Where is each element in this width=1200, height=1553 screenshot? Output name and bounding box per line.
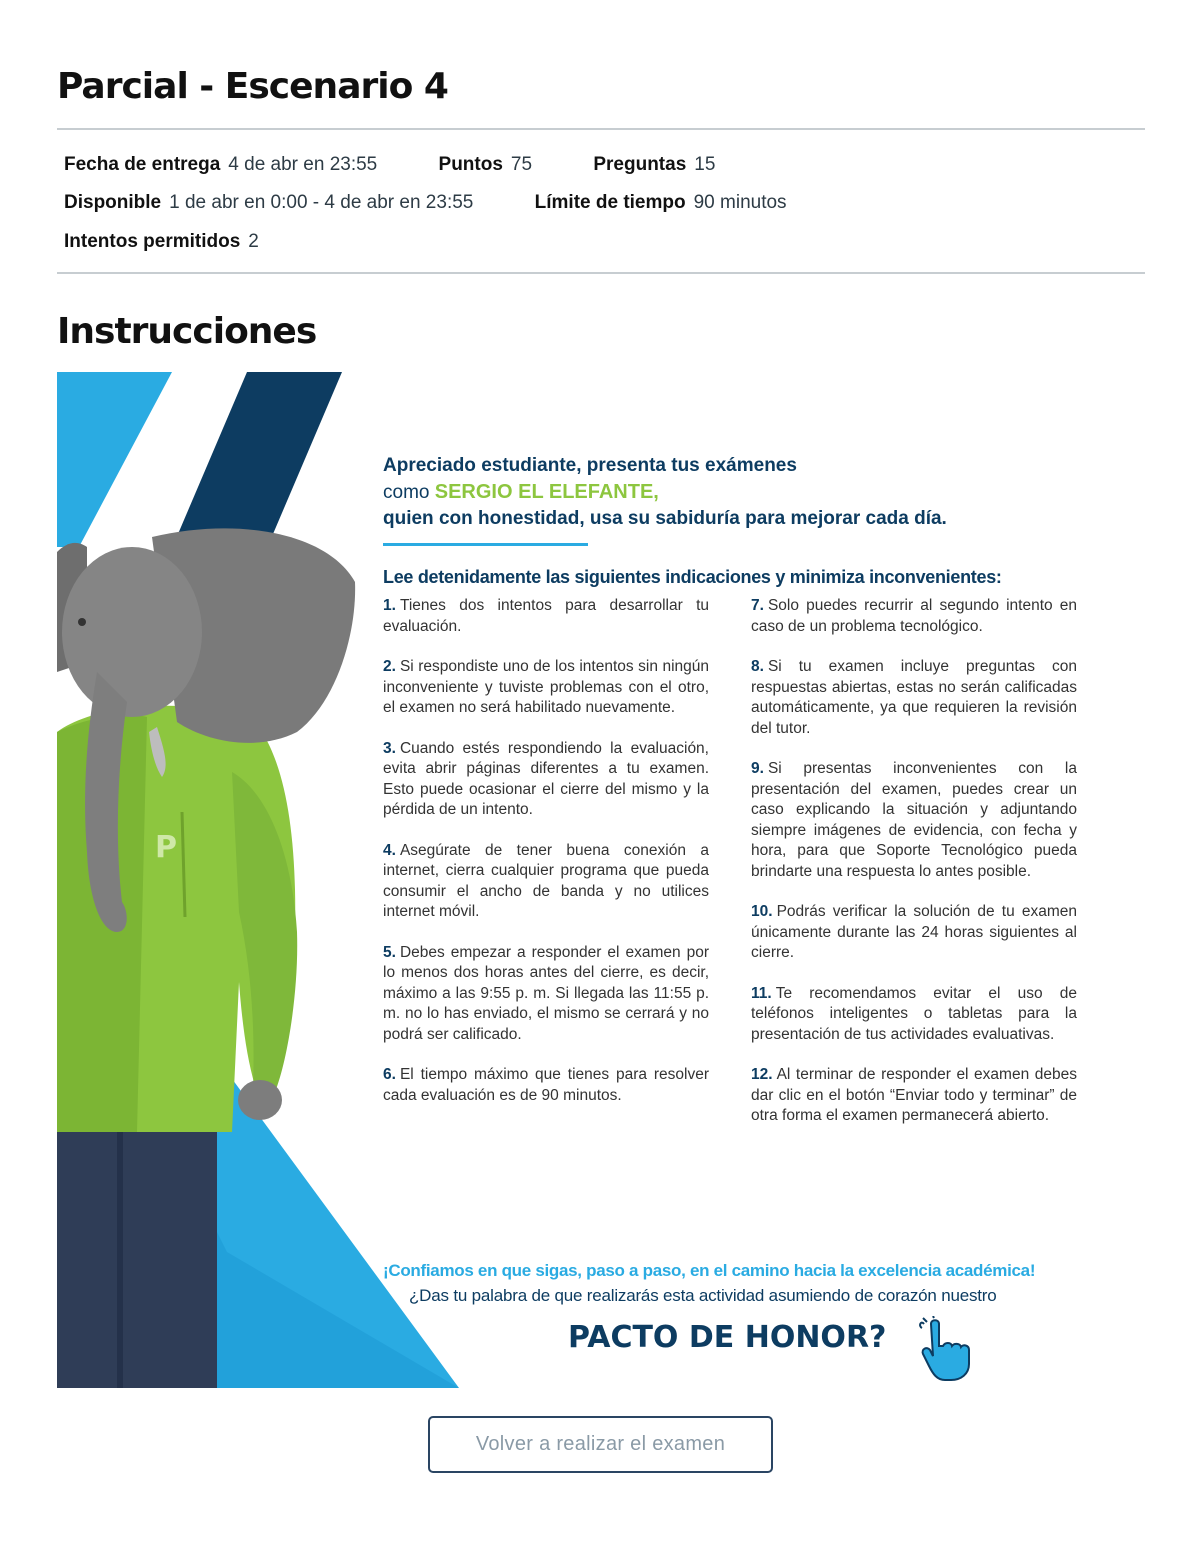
instructions-column-left xyxy=(383,596,709,1126)
meta-row-2 xyxy=(64,192,787,214)
instruction-number: 8. xyxy=(751,658,764,675)
instruction-number: 1. xyxy=(383,597,396,614)
instruction-item xyxy=(751,1065,1077,1127)
intro-pre: como xyxy=(383,482,430,503)
instruction-item xyxy=(383,1065,709,1106)
available xyxy=(64,192,473,214)
instructions-banner xyxy=(57,372,1102,1388)
available-label: Disponible xyxy=(64,192,162,213)
closing-line-1: ¡Confiamos en que sigas, paso a paso, en el camino hacia la excelencia académica! xyxy=(383,1261,1036,1280)
instruction-number: 6. xyxy=(383,1066,396,1083)
time-limit-value: 90 minutos xyxy=(693,192,787,213)
time-limit xyxy=(535,192,787,214)
divider xyxy=(57,272,1145,274)
instructions-title: Instrucciones xyxy=(57,311,317,352)
instruction-number: 12. xyxy=(751,1066,773,1083)
instruction-item xyxy=(383,739,709,821)
instruction-item xyxy=(383,596,709,637)
intro-line-1: Apreciado estudiante, presenta tus exámenes xyxy=(383,455,797,476)
instruction-item xyxy=(751,657,1077,739)
instruction-number: 2. xyxy=(383,658,396,675)
intro-highlight: SERGIO EL ELEFANTE, xyxy=(434,481,659,503)
points-label: Puntos xyxy=(438,154,503,175)
instruction-number: 11. xyxy=(751,984,772,1002)
pointing-hand-icon xyxy=(919,1316,979,1382)
instruction-item xyxy=(751,759,1077,882)
cyan-stripe xyxy=(57,372,172,547)
instructions-column-right xyxy=(751,596,1077,1147)
instruction-number: 10. xyxy=(751,903,773,920)
due-date xyxy=(64,154,377,176)
instruction-text: Si respondiste uno de los intentos sin ningún inconveniente y tuviste problemas con el otro, el examen no será habilitado nuevamente. xyxy=(383,658,709,716)
instruction-text: Debes empezar a responder el examen por lo menos dos horas antes del cierre, es decir, máximo a las 9:55 p. m. Si llegada las 11:55 p. m. no lo has enviado, el mismo se cerrará y no podrá ser calificado. xyxy=(383,943,709,1043)
instruction-item xyxy=(383,943,709,1046)
instruction-number: 3. xyxy=(383,739,396,757)
attempts xyxy=(64,231,259,253)
points-value: 75 xyxy=(510,154,533,175)
due-date-label: Fecha de entrega xyxy=(64,154,221,175)
intro-line-3: quien con honestidad, usa su sabiduría para mejorar cada día. xyxy=(383,508,947,529)
instruction-item xyxy=(751,596,1077,637)
attempts-label: Intentos permitidos xyxy=(64,231,241,252)
questions-value: 15 xyxy=(694,154,716,175)
instruction-item xyxy=(383,841,709,923)
instruction-item xyxy=(751,902,1077,964)
intro-line-2 xyxy=(383,479,947,506)
page-title: Parcial - Escenario 4 xyxy=(57,66,448,107)
points xyxy=(439,154,533,176)
instruction-text: Cuando estés respondiendo la evaluación, evita abrir páginas diferentes a tu examen. Esto puede ocasionar el cierre del mismo y la pérdida de un intento. xyxy=(383,739,709,818)
instruction-text: Al terminar de responder el examen debes dar clic en el botón “Enviar todo y terminar” de otra forma el examen permanecerá abierto. xyxy=(751,1066,1077,1124)
time-limit-label: Límite de tiempo xyxy=(534,192,686,213)
instruction-text: El tiempo máximo que tienes para resolver cada evaluación es de 90 minutos. xyxy=(383,1066,709,1104)
instruction-text: Podrás verificar la solución de tu examen únicamente durante las 24 horas siguientes al cierre. xyxy=(751,903,1077,961)
instruction-item xyxy=(751,984,1077,1046)
instruction-text: Tienes dos intentos para desarrollar tu evaluación. xyxy=(383,597,709,635)
instruction-text: Asegúrate de tener buena conexión a internet, cierra cualquier programa que pueda consumir el ancho de banda y no utilices internet móvil. xyxy=(383,841,709,920)
instruction-number: 9. xyxy=(751,760,764,777)
instruction-number: 4. xyxy=(383,841,396,859)
attempts-value: 2 xyxy=(248,231,259,252)
instruction-number: 7. xyxy=(751,597,764,614)
due-date-value: 4 de abr en 23:55 xyxy=(228,154,378,175)
svg-text:P: P xyxy=(155,830,177,865)
meta-row-1 xyxy=(64,154,715,176)
intro-message xyxy=(383,453,947,532)
intro-divider xyxy=(383,543,588,546)
divider xyxy=(57,128,1145,130)
instruction-text: Si tu examen incluye preguntas con respuestas abiertas, estas no serán calificadas automáticamente, ya que requieren la revisión del tutor. xyxy=(751,658,1077,737)
retake-exam-button[interactable]: Volver a realizar el examen xyxy=(428,1416,773,1473)
instruction-text: Si presentas inconvenientes con la presentación del examen, puedes crear un caso explicando la situación y adjuntando siempre imágenes de evidencia, con fecha y hora, para que Soporte Tecnológico pueda brindarte una respuesta lo antes posible. xyxy=(751,760,1077,880)
closing-line-2: ¿Das tu palabra de que realizarás esta actividad asumiendo de corazón nuestro xyxy=(409,1286,997,1305)
questions-label: Preguntas xyxy=(593,154,687,175)
instructions-lead: Lee detenidamente las siguientes indicaciones y minimiza inconvenientes: xyxy=(383,567,1002,587)
instruction-text: Te recomendamos evitar el uso de teléfonos inteligentes o tabletas para la presentación de tus actividades evaluativas. xyxy=(751,984,1077,1043)
instruction-item xyxy=(383,657,709,719)
questions xyxy=(593,154,715,176)
honor-pact: PACTO DE HONOR? xyxy=(568,1320,887,1355)
meta-row-3 xyxy=(64,231,259,253)
available-value: 1 de abr en 0:00 - 4 de abr en 23:55 xyxy=(169,192,474,213)
instruction-text: Solo puedes recurrir al segundo intento en caso de un problema tecnológico. xyxy=(751,597,1077,635)
instruction-number: 5. xyxy=(383,943,396,961)
